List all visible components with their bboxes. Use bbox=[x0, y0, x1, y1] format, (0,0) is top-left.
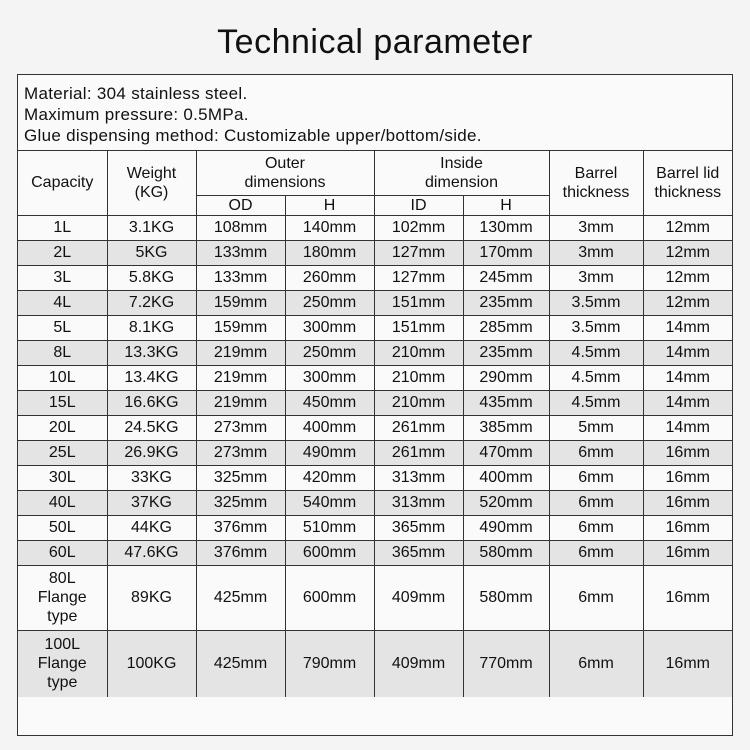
cell-od: 325mm bbox=[196, 465, 285, 490]
parameter-table bbox=[18, 151, 732, 697]
cell-lid: 14mm bbox=[643, 415, 732, 440]
cell-id: 313mm bbox=[374, 465, 463, 490]
cell-ih: 770mm bbox=[463, 630, 549, 697]
cell-capacity bbox=[18, 540, 107, 565]
cell-barrel: 6mm bbox=[549, 465, 643, 490]
cell-weight: 8.1KG bbox=[107, 315, 196, 340]
cell-lid: 16mm bbox=[643, 490, 732, 515]
cell-od: 159mm bbox=[196, 315, 285, 340]
cell-capacity bbox=[18, 415, 107, 440]
header-weight: Weight (KG) bbox=[107, 151, 196, 215]
table-row bbox=[18, 290, 732, 315]
capacity-line: 30L bbox=[48, 469, 76, 486]
capacity-line: 4L bbox=[53, 294, 72, 311]
cell-oh: 260mm bbox=[285, 265, 374, 290]
cell-weight: 24.5KG bbox=[107, 415, 196, 440]
cell-ih: 435mm bbox=[463, 390, 549, 415]
cell-lid: 14mm bbox=[643, 365, 732, 390]
cell-ih: 235mm bbox=[463, 290, 549, 315]
cell-id: 210mm bbox=[374, 390, 463, 415]
cell-od: 273mm bbox=[196, 415, 285, 440]
cell-weight: 100KG bbox=[107, 630, 196, 697]
table-row bbox=[18, 490, 732, 515]
cell-oh: 250mm bbox=[285, 290, 374, 315]
capacity-line: 50L bbox=[48, 519, 76, 536]
cell-oh: 300mm bbox=[285, 315, 374, 340]
cell-lid: 16mm bbox=[643, 440, 732, 465]
header-outer-dimensions: Outer dimensions bbox=[196, 151, 374, 195]
cell-id: 102mm bbox=[374, 215, 463, 240]
table-body bbox=[18, 215, 732, 697]
cell-capacity bbox=[18, 490, 107, 515]
cell-od: 376mm bbox=[196, 540, 285, 565]
cell-capacity bbox=[18, 390, 107, 415]
cell-weight: 37KG bbox=[107, 490, 196, 515]
table-row bbox=[18, 540, 732, 565]
cell-od: 376mm bbox=[196, 515, 285, 540]
cell-ih: 235mm bbox=[463, 340, 549, 365]
header-inside-h: H bbox=[463, 195, 549, 215]
cell-lid: 16mm bbox=[643, 465, 732, 490]
cell-lid: 14mm bbox=[643, 315, 732, 340]
cell-ih: 245mm bbox=[463, 265, 549, 290]
cell-capacity bbox=[18, 265, 107, 290]
cell-od: 425mm bbox=[196, 630, 285, 697]
capacity-line: 8L bbox=[53, 344, 72, 361]
table-row bbox=[18, 465, 732, 490]
capacity-line: 1L bbox=[53, 219, 72, 236]
cell-barrel: 4.5mm bbox=[549, 340, 643, 365]
cell-lid: 16mm bbox=[643, 565, 732, 630]
cell-barrel: 3.5mm bbox=[549, 290, 643, 315]
cell-oh: 140mm bbox=[285, 215, 374, 240]
cell-od: 273mm bbox=[196, 440, 285, 465]
header-barrel-thickness: Barrel thickness bbox=[549, 151, 643, 215]
cell-barrel: 3mm bbox=[549, 240, 643, 265]
cell-ih: 400mm bbox=[463, 465, 549, 490]
cell-ih: 285mm bbox=[463, 315, 549, 340]
cell-capacity bbox=[18, 515, 107, 540]
cell-od: 159mm bbox=[196, 290, 285, 315]
cell-ih: 130mm bbox=[463, 215, 549, 240]
cell-barrel: 3mm bbox=[549, 215, 643, 240]
cell-capacity bbox=[18, 240, 107, 265]
capacity-line: 40L bbox=[48, 494, 76, 511]
cell-id: 210mm bbox=[374, 340, 463, 365]
header-capacity: Capacity bbox=[18, 151, 107, 215]
cell-capacity bbox=[18, 365, 107, 390]
header-outer-h: H bbox=[285, 195, 374, 215]
cell-capacity bbox=[18, 315, 107, 340]
cell-lid: 16mm bbox=[643, 630, 732, 697]
spec-sheet bbox=[17, 74, 733, 736]
cell-od: 425mm bbox=[196, 565, 285, 630]
cell-barrel: 3mm bbox=[549, 265, 643, 290]
cell-weight: 3.1KG bbox=[107, 215, 196, 240]
capacity-line: type bbox=[47, 674, 78, 691]
note-pressure: Maximum pressure: 0.5MPa. bbox=[24, 105, 249, 124]
cell-lid: 12mm bbox=[643, 265, 732, 290]
cell-capacity bbox=[18, 215, 107, 240]
capacity-line: 10L bbox=[48, 369, 76, 386]
table-row bbox=[18, 215, 732, 240]
cell-capacity bbox=[18, 465, 107, 490]
cell-oh: 510mm bbox=[285, 515, 374, 540]
cell-lid: 12mm bbox=[643, 240, 732, 265]
capacity-line: 3L bbox=[53, 269, 72, 286]
cell-weight: 13.3KG bbox=[107, 340, 196, 365]
cell-weight: 44KG bbox=[107, 515, 196, 540]
cell-ih: 580mm bbox=[463, 540, 549, 565]
cell-weight: 26.9KG bbox=[107, 440, 196, 465]
cell-barrel: 4.5mm bbox=[549, 390, 643, 415]
capacity-line: type bbox=[47, 608, 78, 625]
table-row bbox=[18, 315, 732, 340]
cell-ih: 520mm bbox=[463, 490, 549, 515]
cell-oh: 300mm bbox=[285, 365, 374, 390]
cell-barrel: 6mm bbox=[549, 540, 643, 565]
cell-oh: 540mm bbox=[285, 490, 374, 515]
cell-weight: 89KG bbox=[107, 565, 196, 630]
cell-capacity bbox=[18, 440, 107, 465]
cell-id: 365mm bbox=[374, 540, 463, 565]
cell-barrel: 6mm bbox=[549, 565, 643, 630]
cell-od: 325mm bbox=[196, 490, 285, 515]
cell-ih: 290mm bbox=[463, 365, 549, 390]
cell-od: 108mm bbox=[196, 215, 285, 240]
cell-lid: 14mm bbox=[643, 340, 732, 365]
cell-ih: 490mm bbox=[463, 515, 549, 540]
cell-oh: 790mm bbox=[285, 630, 374, 697]
cell-capacity bbox=[18, 340, 107, 365]
cell-oh: 600mm bbox=[285, 565, 374, 630]
cell-weight: 5.8KG bbox=[107, 265, 196, 290]
spec-notes bbox=[18, 75, 732, 151]
cell-oh: 420mm bbox=[285, 465, 374, 490]
cell-id: 151mm bbox=[374, 290, 463, 315]
table-row bbox=[18, 390, 732, 415]
table-row bbox=[18, 415, 732, 440]
cell-barrel: 4.5mm bbox=[549, 365, 643, 390]
cell-weight: 16.6KG bbox=[107, 390, 196, 415]
cell-capacity bbox=[18, 290, 107, 315]
cell-od: 133mm bbox=[196, 265, 285, 290]
cell-id: 127mm bbox=[374, 240, 463, 265]
table-row bbox=[18, 365, 732, 390]
cell-weight: 13.4KG bbox=[107, 365, 196, 390]
cell-barrel: 6mm bbox=[549, 440, 643, 465]
cell-ih: 470mm bbox=[463, 440, 549, 465]
capacity-line: 60L bbox=[48, 544, 76, 561]
cell-id: 261mm bbox=[374, 440, 463, 465]
cell-lid: 12mm bbox=[643, 290, 732, 315]
table-row bbox=[18, 565, 732, 630]
cell-weight: 7.2KG bbox=[107, 290, 196, 315]
table-row bbox=[18, 630, 732, 697]
cell-oh: 180mm bbox=[285, 240, 374, 265]
cell-lid: 16mm bbox=[643, 515, 732, 540]
table-row bbox=[18, 240, 732, 265]
cell-od: 219mm bbox=[196, 340, 285, 365]
note-material: Material: 304 stainless steel. bbox=[24, 84, 248, 103]
capacity-line: 5L bbox=[53, 319, 72, 336]
header-inside-dimension: Inside dimension bbox=[374, 151, 549, 195]
page-title: Technical parameter bbox=[217, 23, 533, 61]
capacity-line: 20L bbox=[48, 419, 76, 436]
cell-ih: 170mm bbox=[463, 240, 549, 265]
table-row bbox=[18, 440, 732, 465]
cell-lid: 12mm bbox=[643, 215, 732, 240]
cell-id: 365mm bbox=[374, 515, 463, 540]
cell-od: 219mm bbox=[196, 390, 285, 415]
cell-ih: 385mm bbox=[463, 415, 549, 440]
cell-weight: 33KG bbox=[107, 465, 196, 490]
table-row bbox=[18, 515, 732, 540]
cell-weight: 5KG bbox=[107, 240, 196, 265]
cell-id: 409mm bbox=[374, 565, 463, 630]
table-row bbox=[18, 340, 732, 365]
cell-ih: 580mm bbox=[463, 565, 549, 630]
header-lid-thickness: Barrel lid thickness bbox=[643, 151, 732, 215]
cell-od: 133mm bbox=[196, 240, 285, 265]
capacity-line: Flange bbox=[37, 589, 87, 606]
capacity-line: 100L bbox=[44, 636, 81, 653]
note-dispensing: Glue dispensing method: Customizable upper/bottom/side. bbox=[24, 126, 482, 145]
capacity-line: 80L bbox=[48, 570, 76, 587]
cell-weight: 47.6KG bbox=[107, 540, 196, 565]
header-id: ID bbox=[374, 195, 463, 215]
cell-oh: 400mm bbox=[285, 415, 374, 440]
cell-oh: 490mm bbox=[285, 440, 374, 465]
capacity-line: 25L bbox=[48, 444, 76, 461]
capacity-line: 15L bbox=[48, 394, 76, 411]
cell-id: 127mm bbox=[374, 265, 463, 290]
capacity-line: Flange bbox=[37, 655, 87, 672]
cell-capacity bbox=[18, 630, 107, 697]
cell-oh: 600mm bbox=[285, 540, 374, 565]
cell-id: 313mm bbox=[374, 490, 463, 515]
cell-lid: 14mm bbox=[643, 390, 732, 415]
cell-lid: 16mm bbox=[643, 540, 732, 565]
cell-id: 409mm bbox=[374, 630, 463, 697]
cell-id: 151mm bbox=[374, 315, 463, 340]
cell-id: 210mm bbox=[374, 365, 463, 390]
cell-od: 219mm bbox=[196, 365, 285, 390]
cell-id: 261mm bbox=[374, 415, 463, 440]
cell-oh: 250mm bbox=[285, 340, 374, 365]
table-row bbox=[18, 265, 732, 290]
cell-barrel: 3.5mm bbox=[549, 315, 643, 340]
cell-oh: 450mm bbox=[285, 390, 374, 415]
cell-barrel: 6mm bbox=[549, 490, 643, 515]
cell-barrel: 5mm bbox=[549, 415, 643, 440]
capacity-line: 2L bbox=[53, 244, 72, 261]
cell-barrel: 6mm bbox=[549, 515, 643, 540]
header-od: OD bbox=[196, 195, 285, 215]
cell-barrel: 6mm bbox=[549, 630, 643, 697]
cell-capacity bbox=[18, 565, 107, 630]
